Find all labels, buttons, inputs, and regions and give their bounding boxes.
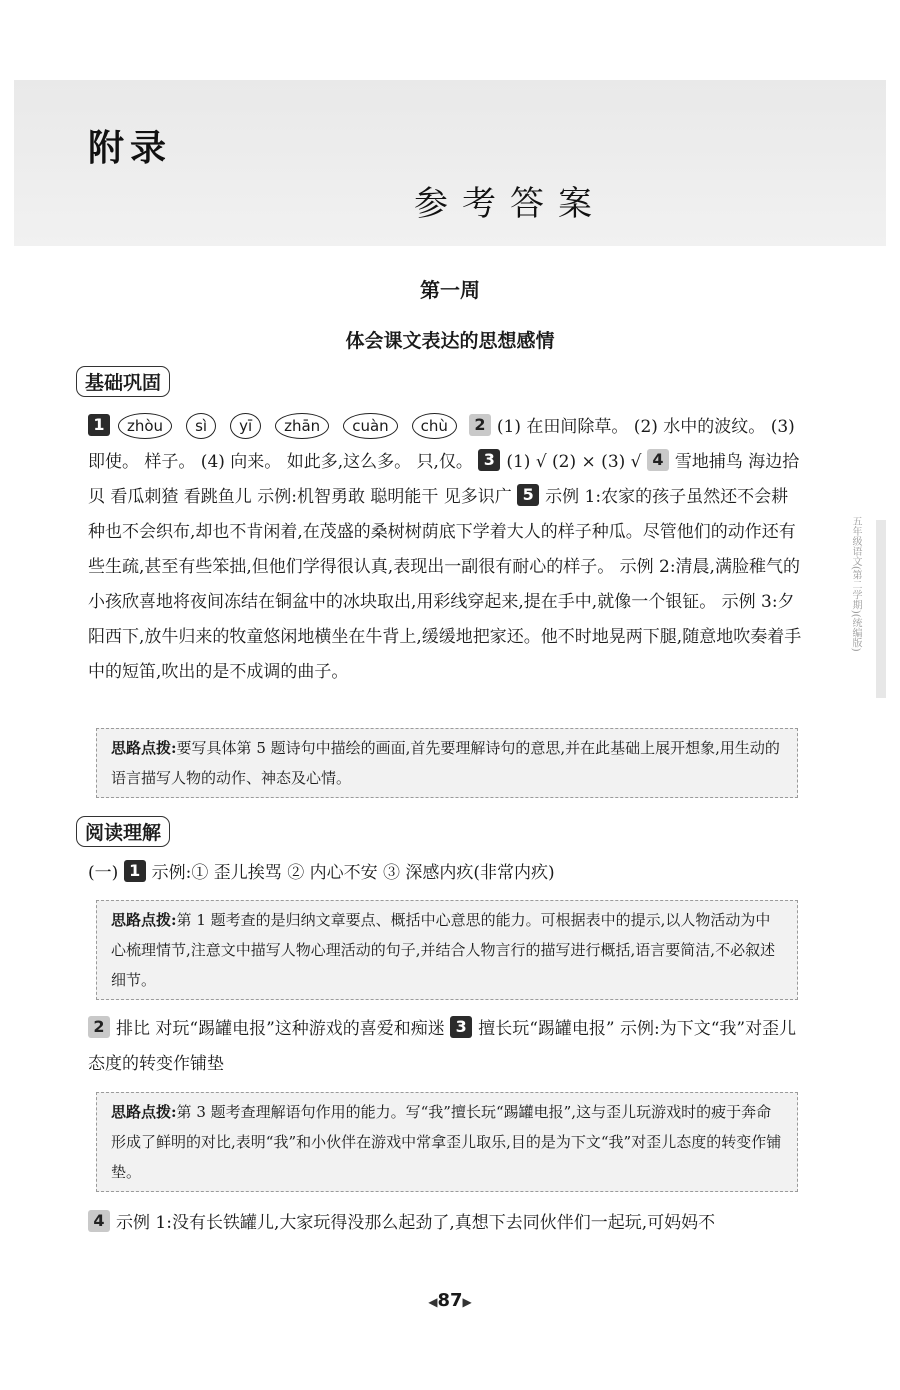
next-arrow-icon: ▶	[462, 1295, 472, 1309]
part-label: (一)	[88, 863, 119, 883]
prev-arrow-icon: ◀	[428, 1295, 438, 1309]
page-number: ◀87▶	[428, 1290, 472, 1311]
basic-answers	[88, 410, 804, 690]
question-number: 3	[478, 449, 500, 471]
hint-label: 思路点拨:	[111, 739, 177, 757]
question-number: 4	[88, 1210, 110, 1232]
hint-label: 思路点拨:	[111, 911, 177, 929]
lesson-heading: 体会课文表达的思想感情	[345, 330, 555, 352]
answer-text: (1) √ (2) × (3) √	[506, 452, 642, 472]
pinyin-bubble: yī	[230, 413, 261, 439]
hint-label: 思路点拨:	[111, 1103, 177, 1121]
answer-text: 擅长玩“踢罐电报” 示例:为下文“我”对歪儿态度的转变作铺垫	[88, 1019, 797, 1074]
appendix-heading: 附录	[88, 128, 173, 169]
reading-q1	[88, 856, 804, 891]
answer-text: 排比 对玩“踢罐电报”这种游戏的喜爱和痴迷	[116, 1019, 445, 1039]
question-number: 2	[88, 1016, 110, 1038]
answer-text: 示例 1:农家的孩子虽然还不会耕种也不会织布,却也不肯闲着,在茂盛的桑树树荫底下学着大人的样子种瓜。尽管他们的动作还有些生疏,甚至有些笨拙,但他们学得很认真,表现出一副很有耐心的样子。 示例 2:清晨,满脸稚气的小孩欣喜地将夜间冻结在铜盆中的冰块取出,用彩线穿起来,提在手中,就像一个银钲。 示例 3:夕阳西下,放牛归来的牧童悠闲地横坐在牛背上,缓缓地把家还。他不时地晃两下腿,随意地吹奏着手中的短笛,吹出的是不成调的曲子。	[88, 487, 802, 682]
pinyin-bubble: chù	[412, 413, 457, 439]
question-number: 2	[469, 414, 491, 436]
hint-box	[96, 900, 798, 1000]
question-number: 1	[88, 414, 110, 436]
side-label: 五年级语文(第二学期)(统编版)	[850, 516, 861, 652]
answer-text: 雪地捕鸟 海边拾贝 看瓜刺猹 看跳鱼儿 示例:机智勇敢 聪明能干 见多识广	[88, 452, 800, 507]
hint-box	[96, 728, 798, 798]
page-title: 参考答案	[414, 184, 606, 224]
reading-q2-q3	[88, 1012, 804, 1082]
hint-text: 要写具体第 5 题诗句中描绘的画面,首先要理解诗句的意思,并在此基础上展开想象,用生动的语言描写人物的动作、神态及心情。	[111, 739, 780, 787]
answer-text: 示例 1:没有长铁罐儿,大家玩得没那么起劲了,真想下去同伙伴们一起玩,可妈妈不	[116, 1213, 716, 1233]
hint-text: 第 1 题考查的是归纳文章要点、概括中心意思的能力。可根据表中的提示,以人物活动为中心梳理情节,注意文中描写人物心理活动的句子,并结合人物言行的描写进行概括,语言要简洁,不必叙述细节。	[111, 911, 776, 989]
question-number: 1	[124, 860, 146, 882]
section-tag-reading: 阅读理解	[76, 816, 170, 847]
answer-text: (1) 在田间除草。 (2) 水中的波纹。 (3) 即使。 样子。 (4) 向来。 如此多,这么多。 只,仅。	[88, 417, 795, 472]
question-number: 3	[450, 1016, 472, 1038]
question-number: 4	[647, 449, 669, 471]
pinyin-bubble: cuàn	[343, 413, 397, 439]
reading-q4	[88, 1206, 804, 1241]
hint-text: 第 3 题考查理解语句作用的能力。写“我”擅长玩“踢罐电报”,这与歪儿玩游戏时的疲于奔命形成了鲜明的对比,表明“我”和小伙伴在游戏中常拿歪儿取乐,目的是为下文“我”对歪儿态度的转变作铺垫。	[111, 1103, 782, 1181]
pinyin-bubble: sì	[186, 413, 216, 439]
section-tag-basic: 基础巩固	[76, 366, 170, 397]
side-tab	[876, 520, 886, 698]
question-number: 5	[517, 484, 539, 506]
pinyin-bubble: zhòu	[118, 413, 172, 439]
hint-box	[96, 1092, 798, 1192]
pinyin-bubble: zhān	[275, 413, 329, 439]
answer-text: 示例:① 歪儿挨骂 ② 内心不安 ③ 深感内疚(非常内疚)	[151, 863, 555, 883]
week-heading: 第一周	[420, 278, 480, 302]
